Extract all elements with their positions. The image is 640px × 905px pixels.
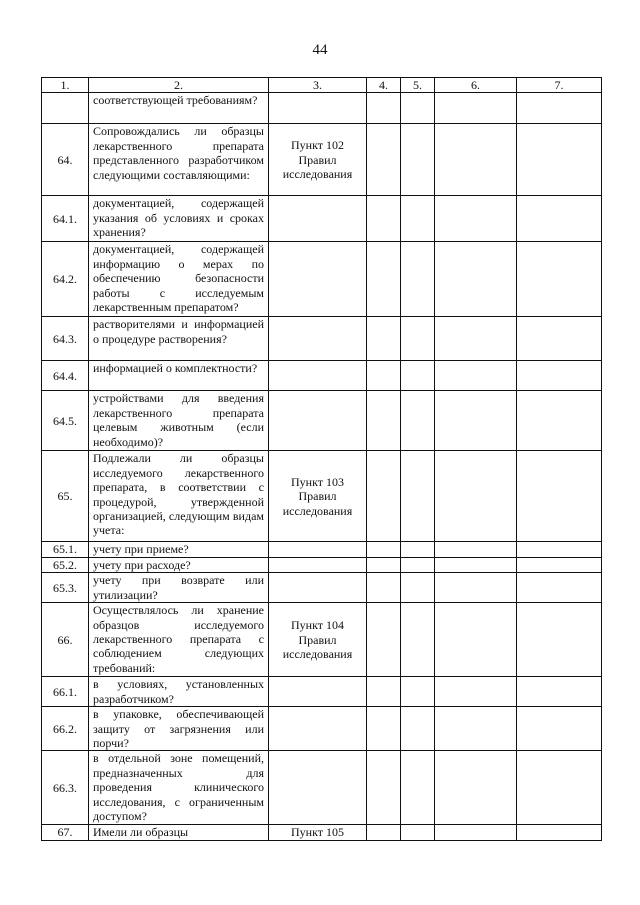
answer-cell — [435, 361, 517, 391]
question-text: соответствующей требованиям? — [89, 93, 269, 124]
answer-cell — [401, 361, 435, 391]
question-text: учету при возврате или утилизации? — [89, 573, 269, 603]
item-number: 66. — [42, 603, 89, 677]
answer-cell — [401, 391, 435, 451]
legal-reference — [269, 677, 367, 707]
answer-cell — [367, 124, 401, 196]
table-row — [42, 391, 602, 451]
reference-line: Правил — [298, 489, 337, 504]
answer-cell — [367, 677, 401, 707]
checklist-table — [41, 77, 602, 841]
item-number: 64.1. — [42, 196, 89, 242]
column-header: 2. — [89, 78, 269, 93]
answer-cell — [517, 196, 602, 242]
answer-cell — [435, 542, 517, 557]
legal-reference — [269, 317, 367, 361]
answer-cell — [367, 317, 401, 361]
answer-cell — [435, 391, 517, 451]
item-number — [42, 93, 89, 124]
answer-cell — [517, 93, 602, 124]
reference-line: Правил — [298, 632, 337, 647]
question-text: Сопровождались ли образцы лекарственного препарата представленного разработчиком следующими составляющими: — [89, 124, 269, 196]
table-row — [42, 93, 602, 124]
page-number: 44 — [312, 42, 328, 58]
question-text: Подлежали ли образцы исследуемого лекарственного препарата, в соответствии с процедурой, утвержденной организацией, следующим видам учета: — [89, 451, 269, 542]
item-number: 65.1. — [42, 542, 89, 557]
reference-line: исследования — [282, 503, 353, 518]
answer-cell — [401, 751, 435, 825]
table-row — [42, 242, 602, 317]
reference-line: Правил — [298, 152, 337, 167]
legal-reference — [269, 93, 367, 124]
answer-cell — [435, 196, 517, 242]
answer-cell — [517, 603, 602, 677]
reference-line: исследования — [282, 167, 353, 182]
legal-reference — [269, 707, 367, 751]
item-number: 64.2. — [42, 242, 89, 317]
reference-line: Пункт 105 — [290, 825, 344, 840]
reference-line: Пункт 104 — [290, 618, 344, 633]
table-row — [42, 707, 602, 751]
question-text: учету при приеме? — [89, 542, 269, 557]
item-number: 66.2. — [42, 707, 89, 751]
table-row — [42, 677, 602, 707]
answer-cell — [517, 361, 602, 391]
answer-cell — [367, 93, 401, 124]
reference-line: Пункт 102 — [290, 138, 344, 153]
item-number: 64. — [42, 124, 89, 196]
question-text: информацией о комплектности? — [89, 361, 269, 391]
answer-cell — [401, 603, 435, 677]
answer-cell — [367, 451, 401, 542]
answer-cell — [517, 124, 602, 196]
answer-cell — [367, 196, 401, 242]
answer-cell — [517, 707, 602, 751]
table-row — [42, 751, 602, 825]
answer-cell — [435, 825, 517, 840]
answer-cell — [517, 751, 602, 825]
answer-cell — [517, 391, 602, 451]
table-row — [42, 542, 602, 557]
legal-reference — [269, 825, 367, 840]
answer-cell — [401, 573, 435, 603]
answer-cell — [435, 677, 517, 707]
item-number: 65.2. — [42, 557, 89, 572]
answer-cell — [401, 557, 435, 572]
legal-reference — [269, 196, 367, 242]
item-number: 65.3. — [42, 573, 89, 603]
answer-cell — [401, 317, 435, 361]
table-row — [42, 603, 602, 677]
item-number: 64.5. — [42, 391, 89, 451]
column-header: 6. — [435, 78, 517, 93]
column-header: 5. — [401, 78, 435, 93]
item-number: 66.1. — [42, 677, 89, 707]
legal-reference — [269, 124, 367, 196]
answer-cell — [401, 542, 435, 557]
legal-reference — [269, 557, 367, 572]
answer-cell — [435, 451, 517, 542]
answer-cell — [435, 751, 517, 825]
answer-cell — [401, 242, 435, 317]
answer-cell — [367, 573, 401, 603]
answer-cell — [435, 124, 517, 196]
legal-reference — [269, 391, 367, 451]
legal-reference — [269, 242, 367, 317]
column-header: 7. — [517, 78, 602, 93]
answer-cell — [367, 361, 401, 391]
answer-cell — [517, 557, 602, 572]
item-number: 65. — [42, 451, 89, 542]
table-row — [42, 451, 602, 542]
legal-reference — [269, 542, 367, 557]
answer-cell — [435, 93, 517, 124]
answer-cell — [517, 825, 602, 840]
answer-cell — [435, 707, 517, 751]
item-number: 64.3. — [42, 317, 89, 361]
question-text: в отдельной зоне помещений, предназначенных для проведения клинического исследования, с ограниченным доступом? — [89, 751, 269, 825]
answer-cell — [367, 557, 401, 572]
answer-cell — [517, 317, 602, 361]
column-header: 4. — [367, 78, 401, 93]
answer-cell — [367, 707, 401, 751]
reference-line: исследования — [282, 646, 353, 661]
answer-cell — [367, 751, 401, 825]
header-row — [42, 78, 602, 93]
question-text: документацией, содержащей информацию о мерах по обеспечению безопасности работы с исследуемым лекарственным препаратом? — [89, 242, 269, 317]
question-text: устройствами для введения лекарственного препарата целевым животным (если необходимо)? — [89, 391, 269, 451]
answer-cell — [401, 196, 435, 242]
answer-cell — [401, 93, 435, 124]
question-text: учету при расходе? — [89, 557, 269, 572]
answer-cell — [401, 707, 435, 751]
table-row — [42, 361, 602, 391]
answer-cell — [401, 451, 435, 542]
reference-line: Пункт 103 — [290, 474, 344, 489]
answer-cell — [435, 603, 517, 677]
table-row — [42, 196, 602, 242]
question-text: в условиях, установленных разработчиком? — [89, 677, 269, 707]
answer-cell — [517, 542, 602, 557]
answer-cell — [435, 573, 517, 603]
legal-reference — [269, 603, 367, 677]
question-text: Имели ли образцы — [89, 825, 269, 840]
item-number: 66.3. — [42, 751, 89, 825]
item-number: 64.4. — [42, 361, 89, 391]
answer-cell — [367, 825, 401, 840]
answer-cell — [435, 557, 517, 572]
table-row — [42, 573, 602, 603]
table-row — [42, 557, 602, 572]
legal-reference — [269, 573, 367, 603]
answer-cell — [517, 451, 602, 542]
legal-reference — [269, 751, 367, 825]
answer-cell — [367, 391, 401, 451]
legal-reference — [269, 451, 367, 542]
answer-cell — [401, 825, 435, 840]
table-row — [42, 124, 602, 196]
answer-cell — [517, 573, 602, 603]
answer-cell — [367, 603, 401, 677]
answer-cell — [435, 317, 517, 361]
item-number: 67. — [42, 825, 89, 840]
legal-reference — [269, 361, 367, 391]
question-text: Осуществлялось ли хранение образцов исследуемого лекарственного препарата с соблюдением следующих требований: — [89, 603, 269, 677]
question-text: документацией, содержащей указания об условиях и сроках хранения? — [89, 196, 269, 242]
question-text: в упаковке, обеспечивающей защиту от загрязнения или порчи? — [89, 707, 269, 751]
answer-cell — [435, 242, 517, 317]
question-text: растворителями и информацией о процедуре растворения? — [89, 317, 269, 361]
table-row — [42, 825, 602, 840]
answer-cell — [367, 242, 401, 317]
answer-cell — [401, 677, 435, 707]
answer-cell — [517, 677, 602, 707]
answer-cell — [517, 242, 602, 317]
answer-cell — [367, 542, 401, 557]
column-header: 3. — [269, 78, 367, 93]
answer-cell — [401, 124, 435, 196]
column-header: 1. — [42, 78, 89, 93]
table-row — [42, 317, 602, 361]
